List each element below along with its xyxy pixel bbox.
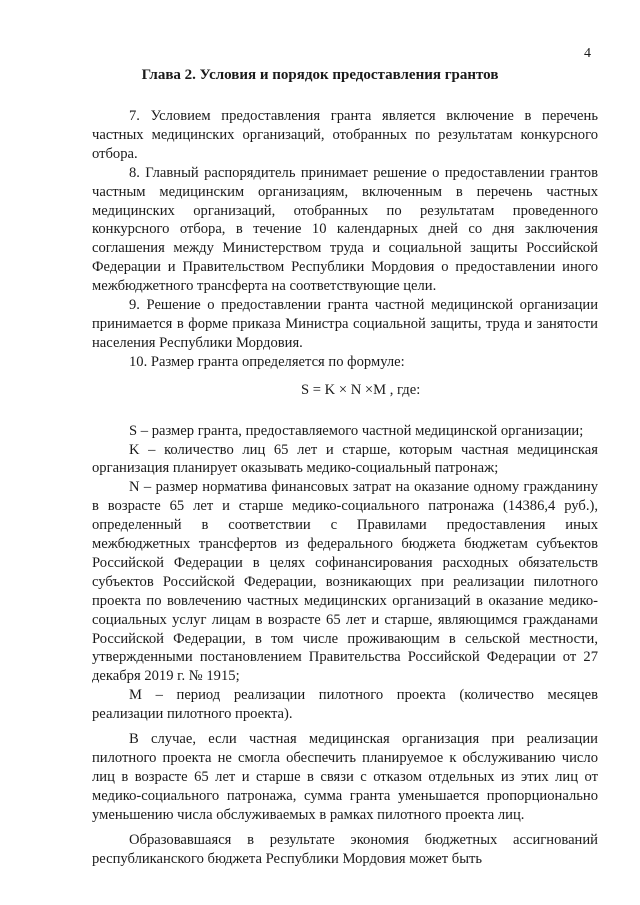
- paragraph-10: 10. Размер гранта определяется по формуле:: [129, 353, 405, 370]
- grant-formula: S = K × N ×M , где:: [301, 381, 421, 398]
- paragraph-8: 8. Главный распорядитель принимает решение о предоставлении грантов частным медицинским организациям, включенным в перечень частных медицинских организаций, отобранных по результатам проведенного конкурсного отбора, в течение 10 календарных дней со дня заключения соглашения между Министерством труда и социальной защиты Российской Федерации и Правительством Республики Мордовия о предоставлении иного межбюджетного трансферта на соответствующие цели.: [92, 164, 598, 295]
- chapter-heading: Глава 2. Условия и порядок предоставления грантов: [141, 67, 499, 83]
- definition-n: N – размер норматива финансовых затрат на оказание одному гражданину в возрасте 65 лет и старше медико-социального патронажа (14386,4 руб.), определенный в соответствии с Правилами предоставления иных межбюджетных трансфертов из федерального бюджета бюджетам субъектов Российской Федерации в целях софинансирования расходных обязательств субъектов Российской Федерации, возникающих при реализации пилотного проекта по вовлечению частных медицинских организаций в оказание медико-социальных услуг лицам в возрасте 65 лет и старше, являющимся гражданами Российской Федерации, в том числе проживающим в сельской местности, утвержденными постановлением Правительства Российской Федерации от 27 декабря 2019 г. № 1915;: [92, 479, 598, 685]
- paragraph-savings: Образовавшаяся в результате экономия бюджетных ассигнований республиканского бюджета Республики Мордовия может быть: [92, 831, 598, 867]
- paragraph-7: 7. Условием предоставления гранта является включение в перечень частных медицинских организаций, отобранных по результатам конкурсного отбора.: [92, 108, 598, 162]
- paragraph-reduction: В случае, если частная медицинская организация при реализации пилотного проекта не смогла обеспечить планируемое к обслуживанию число лиц в возрасте 65 лет и старше в связи с отказом отдельных из этих лиц от медико-социального патронажа, сумма гранта уменьшается пропорционально уменьшению числа обслуживаемых в рамках пилотного проекта лиц.: [92, 731, 598, 823]
- document-body: [92, 107, 598, 868]
- paragraph-9: 9. Решение о предоставлении гранта частной медицинской организации принимается в форме приказа Министра социальной защиты, труда и занятости населения Республики Мордовия.: [92, 297, 598, 351]
- definition-m: M – период реализации пилотного проекта (количество месяцев реализации пилотного проекта).: [92, 687, 598, 723]
- definition-s: S – размер гранта, предоставляемого частной медицинской организации;: [129, 422, 584, 439]
- page-number: 4: [584, 46, 591, 61]
- definition-k: K – количество лиц 65 лет и старше, которым частная медицинская организация планирует оказывать медико-социальный патронаж;: [92, 441, 598, 477]
